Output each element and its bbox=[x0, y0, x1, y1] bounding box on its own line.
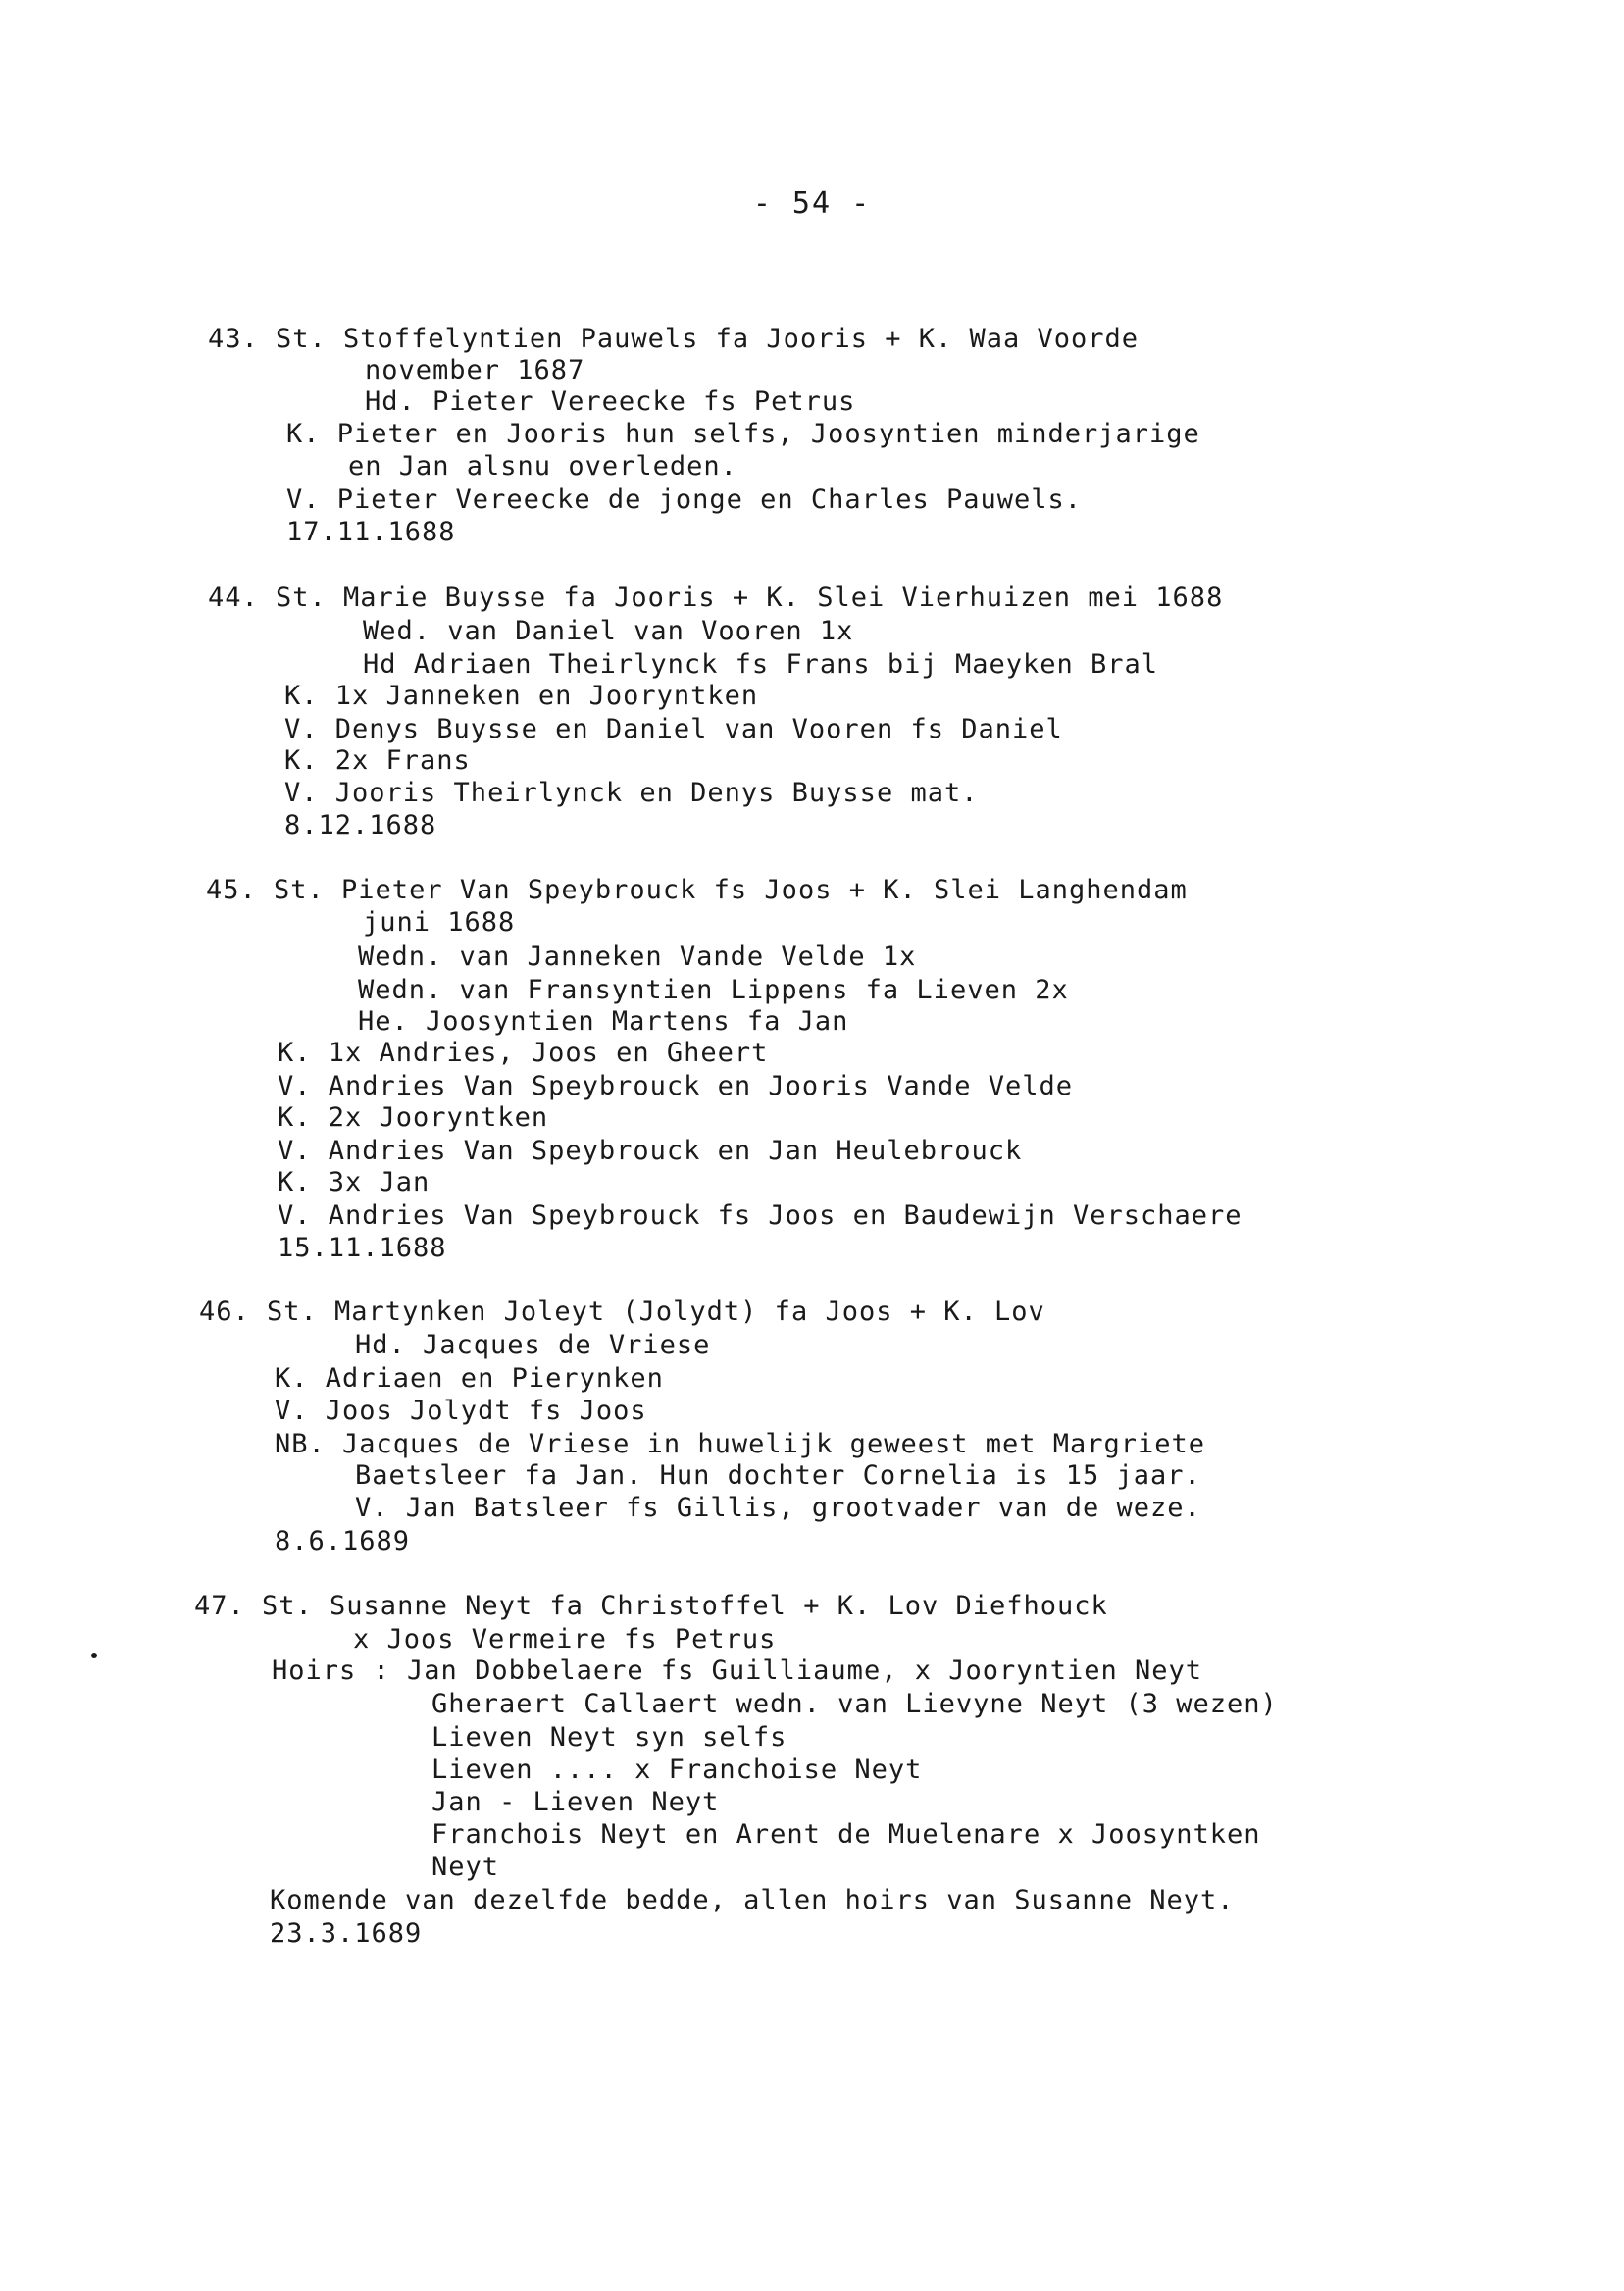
entry-date: 8.6.1689 bbox=[275, 1526, 411, 1556]
entry-line: Komende van dezelfde bedde, allen hoirs van Susanne Neyt. bbox=[270, 1885, 1235, 1915]
entry-line: He. Joosyntien Martens fa Jan bbox=[358, 1006, 849, 1037]
margin-dot bbox=[91, 1653, 97, 1658]
entry-line: V. Pieter Vereecke de jonge en Charles Pauwels. bbox=[286, 484, 1083, 515]
entry-line: november 1687 bbox=[365, 355, 585, 385]
entry-line: Wedn. van Janneken Vande Velde 1x bbox=[358, 942, 917, 972]
entry-line: Jan - Lieven Neyt bbox=[431, 1787, 720, 1817]
entry-line: Hd. Jacques de Vriese bbox=[355, 1330, 711, 1360]
entry-line: K. 1x Janneken en Jooryntken bbox=[284, 681, 759, 711]
entry-line: V. Denys Buysse en Daniel van Vooren fs Daniel bbox=[284, 714, 1063, 744]
entry-line: 45. St. Pieter Van Speybrouck fs Joos + K. Slei Langhendam bbox=[206, 875, 1188, 905]
entry-line: V. Jan Batsleer fs Gillis, grootvader van de weze. bbox=[355, 1493, 1201, 1523]
entry-line: Baetsleer fa Jan. Hun dochter Cornelia is 15 jaar. bbox=[355, 1460, 1201, 1491]
entry-line: x Joos Vermeire fs Petrus bbox=[353, 1624, 777, 1655]
entry-line: K. 3x Jan bbox=[278, 1167, 431, 1197]
entry-line: en Jan alsnu overleden. bbox=[348, 451, 737, 482]
entry-date: 8.12.1688 bbox=[284, 810, 437, 840]
entry-line: K. Pieter en Jooris hun selfs, Joosyntien minderjarige bbox=[286, 419, 1200, 449]
entry-line: Hd. Pieter Vereecke fs Petrus bbox=[365, 386, 856, 417]
entry-line: Hoirs : Jan Dobbelaere fs Guilliaume, x Jooryntien Neyt bbox=[272, 1655, 1203, 1686]
entry-line: 46. St. Martynken Joleyt (Jolydt) fa Joos + K. Lov bbox=[199, 1297, 1045, 1327]
entry-line: V. Andries Van Speybrouck en Jan Heulebrouck bbox=[278, 1136, 1023, 1166]
entry-line: K. 2x Jooryntken bbox=[278, 1102, 549, 1133]
entry-line: Hd Adriaen Theirlynck fs Frans bij Maeyken Bral bbox=[363, 649, 1159, 680]
entry-date: 15.11.1688 bbox=[278, 1233, 447, 1263]
entry-line: Neyt bbox=[431, 1852, 500, 1882]
entry-line: V. Jooris Theirlynck en Denys Buysse mat. bbox=[284, 778, 979, 808]
entry-date: 23.3.1689 bbox=[270, 1918, 423, 1949]
entry-line: Lieven .... x Franchoise Neyt bbox=[431, 1755, 923, 1785]
entry-line: 47. St. Susanne Neyt fa Christoffel + K. Lov Diefhouck bbox=[194, 1591, 1108, 1621]
entry-line: V. Andries Van Speybrouck en Jooris Vande Velde bbox=[278, 1071, 1074, 1101]
entry-line: Gheraert Callaert wedn. van Lievyne Neyt (3 wezen) bbox=[431, 1689, 1278, 1719]
entry-line: 43. St. Stoffelyntien Pauwels fa Jooris + K. Waa Voorde bbox=[208, 324, 1140, 354]
entry-line: 44. St. Marie Buysse fa Jooris + K. Slei Vierhuizen mei 1688 bbox=[208, 583, 1224, 613]
entry-line: K. Adriaen en Pierynken bbox=[275, 1363, 664, 1394]
entry-date: 17.11.1688 bbox=[286, 517, 456, 547]
entry-line: K. 2x Frans bbox=[284, 745, 471, 776]
entry-line: juni 1688 bbox=[363, 907, 516, 938]
entry-line: V. Andries Van Speybrouck fs Joos en Baudewijn Verschaere bbox=[278, 1200, 1243, 1231]
entry-line: Lieven Neyt syn selfs bbox=[431, 1722, 787, 1753]
entry-line: K. 1x Andries, Joos en Gheert bbox=[278, 1038, 769, 1068]
entry-line: V. Joos Jolydt fs Joos bbox=[275, 1396, 647, 1426]
entry-line: Wed. van Daniel van Vooren 1x bbox=[363, 616, 854, 646]
entry-line: Franchois Neyt en Arent de Muelenare x Joosyntken bbox=[431, 1819, 1261, 1850]
entry-line: NB. Jacques de Vriese in huwelijk geweest met Margriete bbox=[275, 1429, 1206, 1459]
entry-line: Wedn. van Fransyntien Lippens fa Lieven 2x bbox=[358, 975, 1069, 1005]
page-number: - 54 - bbox=[752, 186, 872, 221]
